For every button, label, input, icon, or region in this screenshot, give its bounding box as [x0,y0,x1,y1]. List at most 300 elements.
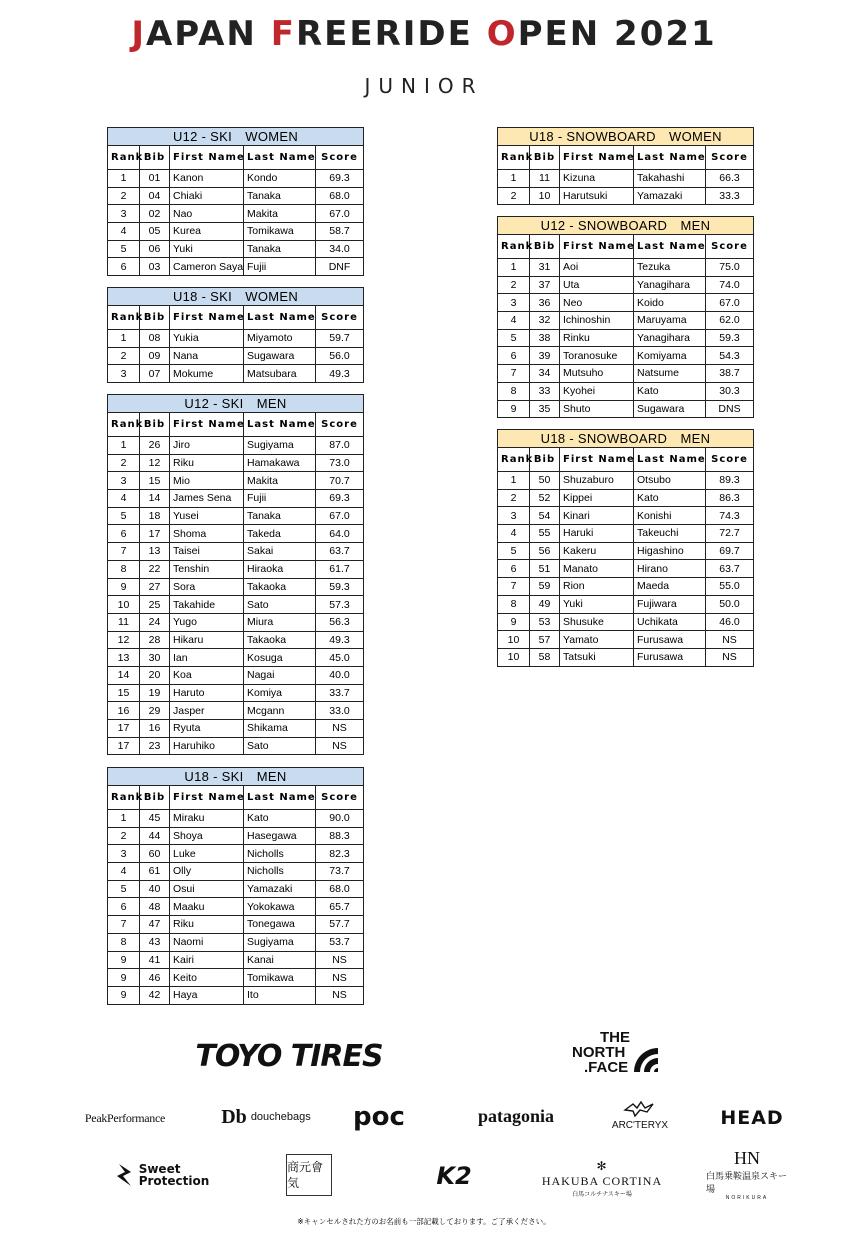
table-row [108,684,364,702]
score-cell: 40.0 [316,666,364,684]
title-part: J [131,14,146,54]
rank-cell: 9 [498,613,530,631]
patagonia-logo: patagonia [477,1105,555,1126]
first-name-cell: Jasper [170,702,244,720]
column-header: Last Name [244,306,316,330]
first-name-cell: Osui [170,880,244,898]
bib-cell: 22 [140,560,170,578]
rank-cell: 7 [108,543,140,561]
last-name-cell: Tomikawa [244,969,316,987]
rank-cell: 1 [108,330,140,348]
u18-ski-men-table [107,767,364,1005]
last-name-cell: Kato [634,382,706,400]
bib-cell: 60 [140,845,170,863]
douchebags-logo [221,1104,311,1130]
first-name-cell: Yuki [170,240,244,258]
last-name-cell: Nagai [244,666,316,684]
table-row [498,472,754,490]
svg-text:NORTH: NORTH [572,1044,626,1061]
column-header: Score [706,235,754,259]
rank-cell: 10 [498,631,530,649]
bib-cell: 03 [140,258,170,276]
score-cell: 65.7 [316,898,364,916]
first-name-cell: Rinku [560,329,634,347]
score-cell: 33.7 [316,684,364,702]
first-name-cell: Aoi [560,259,634,277]
rank-cell: 5 [498,329,530,347]
rank-cell: 13 [108,649,140,667]
first-name-cell: Shuto [560,400,634,418]
rank-cell: 6 [498,560,530,578]
table-row [498,170,754,188]
score-cell: 53.7 [316,933,364,951]
first-name-cell: Neo [560,294,634,312]
bib-cell: 26 [140,437,170,455]
table-row [108,649,364,667]
column-header: Last Name [244,146,316,170]
first-name-cell: Jiro [170,437,244,455]
column-header: Score [316,306,364,330]
rank-cell: 2 [498,489,530,507]
bib-cell: 24 [140,613,170,631]
first-name-cell: Ian [170,649,244,667]
bib-cell: 29 [140,702,170,720]
column-header: Last Name [634,235,706,259]
score-cell: 87.0 [316,437,364,455]
last-name-cell: Takaoka [244,631,316,649]
bib-cell: 04 [140,187,170,205]
rank-cell: 3 [108,205,140,223]
first-name-cell: Kakeru [560,542,634,560]
last-name-cell: Sugawara [634,400,706,418]
table-title: U18 - SNOWBOARD WOMEN [498,128,754,146]
rank-cell: 9 [108,951,140,969]
rank-cell: 1 [108,170,140,188]
last-name-cell: Hiraoka [244,560,316,578]
bib-cell: 38 [530,329,560,347]
bib-cell: 33 [530,382,560,400]
last-name-cell: Yamazaki [634,187,706,205]
score-cell: 69.3 [316,170,364,188]
column-header: Last Name [634,146,706,170]
last-name-cell: Miura [244,613,316,631]
table-row [498,648,754,666]
bib-cell: 58 [530,648,560,666]
bib-cell: 28 [140,631,170,649]
score-cell: 30.3 [706,382,754,400]
table-title: U12 - SKI WOMEN [108,128,364,146]
table-row [498,347,754,365]
last-name-cell: Takahashi [634,170,706,188]
rank-cell: 5 [108,880,140,898]
last-name-cell: Kosuga [244,649,316,667]
table-row [498,382,754,400]
last-name-cell: Fujii [244,258,316,276]
last-name-cell: Maruyama [634,312,706,330]
first-name-cell: Rion [560,578,634,596]
head-logo: HEAD [720,1107,784,1129]
score-cell: NS [706,648,754,666]
bib-cell: 46 [140,969,170,987]
column-header: Score [706,448,754,472]
score-cell: NS [706,631,754,649]
column-header-row [498,235,754,259]
rank-cell: 3 [498,507,530,525]
rank-cell: 2 [108,347,140,365]
page-title [0,14,848,54]
table-row [498,578,754,596]
table-row [108,631,364,649]
last-name-cell: Sugawara [244,347,316,365]
first-name-cell: Uta [560,276,634,294]
rank-cell: 7 [498,578,530,596]
table-row [498,365,754,383]
table-row [108,596,364,614]
last-name-cell: Nicholls [244,863,316,881]
column-header: Last Name [634,448,706,472]
column-header-row [108,413,364,437]
table-row [108,490,364,508]
first-name-cell: Riku [170,916,244,934]
title-part: O [486,14,518,54]
bib-cell: 52 [530,489,560,507]
last-name-cell: Tezuka [634,259,706,277]
rank-cell: 2 [108,827,140,845]
bib-cell: 06 [140,240,170,258]
last-name-cell: Matsubara [244,365,316,383]
table-row [108,702,364,720]
bib-cell: 54 [530,507,560,525]
table-row [108,258,364,276]
score-cell: DNS [706,400,754,418]
last-name-cell: Yanagihara [634,276,706,294]
cortina-wordmark: HAKUBA CORTINA [541,1173,663,1188]
bib-cell: 14 [140,490,170,508]
bib-cell: 53 [530,613,560,631]
toyo-tires-logo: TOYO TIRES [195,1038,383,1074]
table-row [108,454,364,472]
rank-cell: 5 [108,507,140,525]
bib-cell: 10 [530,187,560,205]
first-name-cell: Kinari [560,507,634,525]
first-name-cell: Miraku [170,810,244,828]
first-name-cell: Yamato [560,631,634,649]
column-header-row [108,306,364,330]
first-name-cell: Haya [170,986,244,1004]
rank-cell: 17 [108,737,140,755]
last-name-cell: Natsume [634,365,706,383]
column-header: Rank [498,235,530,259]
first-name-cell: Nana [170,347,244,365]
table-row [498,312,754,330]
first-name-cell: Shoma [170,525,244,543]
score-cell: 67.0 [316,205,364,223]
score-cell: 73.7 [316,863,364,881]
norikura-sub: NORIKURA [725,1194,769,1201]
bib-cell: 19 [140,684,170,702]
db-wordmark: douchebags [250,1111,311,1123]
table-row [108,472,364,490]
column-header-row [108,146,364,170]
column-header-row [108,786,364,810]
score-cell: 89.3 [706,472,754,490]
last-name-cell: Higashino [634,542,706,560]
last-name-cell: Takaoka [244,578,316,596]
score-cell: 56.3 [316,613,364,631]
title-part: PEN 2021 [517,14,717,54]
rank-cell: 10 [108,596,140,614]
score-cell: 74.3 [706,507,754,525]
first-name-cell: Shusuke [560,613,634,631]
last-name-cell: Shikama [244,720,316,738]
bib-cell: 18 [140,507,170,525]
score-cell: 67.0 [316,507,364,525]
svg-text:.FACE: .FACE [584,1059,629,1076]
norikura-name: 白馬乗鞍温泉スキー場 [706,1170,788,1194]
rank-cell: 1 [498,472,530,490]
column-header: First Name [560,146,634,170]
score-cell: 82.3 [316,845,364,863]
score-cell: 59.3 [706,329,754,347]
rank-cell: 4 [498,312,530,330]
bib-cell: 36 [530,294,560,312]
column-header: Score [316,786,364,810]
column-header: Score [316,413,364,437]
table-row [108,845,364,863]
column-header: Bib [140,306,170,330]
last-name-cell: Konishi [634,507,706,525]
last-name-cell: Mcgann [244,702,316,720]
column-header: Score [706,146,754,170]
table-row [108,437,364,455]
column-header: Rank [108,146,140,170]
score-cell: 56.0 [316,347,364,365]
column-header: First Name [170,306,244,330]
table-row [108,933,364,951]
column-header: First Name [170,146,244,170]
last-name-cell: Tanaka [244,187,316,205]
table-row [108,898,364,916]
rank-cell: 3 [108,845,140,863]
table-row [498,489,754,507]
first-name-cell: Maaku [170,898,244,916]
rank-cell: 9 [108,969,140,987]
rank-cell: 7 [108,916,140,934]
title-part: REERIDE [295,14,487,54]
first-name-cell: Haruto [170,684,244,702]
score-cell: 66.3 [706,170,754,188]
first-name-cell: Kairi [170,951,244,969]
peak-performance-logo: PeakPerformance [84,1110,166,1125]
first-name-cell: Keito [170,969,244,987]
score-cell: 34.0 [316,240,364,258]
u18-snowboard-women-table [497,127,754,205]
footer-note: ※キャンセルされた方のお名前も一部記載しております。ご了承ください。 [297,1217,551,1226]
bib-cell: 25 [140,596,170,614]
table-row [108,863,364,881]
column-header: Bib [530,146,560,170]
rank-cell: 16 [108,702,140,720]
bib-cell: 23 [140,737,170,755]
table-row [108,810,364,828]
rank-cell: 1 [108,437,140,455]
bib-cell: 49 [530,595,560,613]
table-title: U18 - SKI MEN [108,768,364,786]
score-cell: 69.7 [706,542,754,560]
first-name-cell: Shuzaburo [560,472,634,490]
k2-logo: K2 [436,1162,472,1190]
score-cell: 86.3 [706,489,754,507]
sweet-protection-icon [115,1162,135,1188]
title-part: APAN [145,14,271,54]
first-name-cell: Toranosuke [560,347,634,365]
bib-cell: 17 [140,525,170,543]
table-row [108,951,364,969]
score-cell: 72.7 [706,525,754,543]
score-cell: 33.0 [316,702,364,720]
bib-cell: 40 [140,880,170,898]
bib-cell: 05 [140,223,170,241]
table-row [498,294,754,312]
score-cell: 69.3 [316,490,364,508]
cortina-snowflake-icon: ✻ [596,1158,608,1173]
first-name-cell: Yukia [170,330,244,348]
table-title: U12 - SNOWBOARD MEN [498,217,754,235]
table-row [108,170,364,188]
column-header: Last Name [244,413,316,437]
score-cell: 59.3 [316,578,364,596]
bib-cell: 31 [530,259,560,277]
last-name-cell: Tanaka [244,507,316,525]
score-cell: 49.3 [316,631,364,649]
score-cell: 75.0 [706,259,754,277]
u12-ski-men-table [107,394,364,755]
score-cell: 50.0 [706,595,754,613]
first-name-cell: Sora [170,578,244,596]
first-name-cell: Chiaki [170,187,244,205]
bib-cell: 15 [140,472,170,490]
table-row [498,613,754,631]
hakuba-norikura-logo [706,1147,788,1201]
last-name-cell: Makita [244,472,316,490]
poc-logo: poc [353,1102,405,1132]
last-name-cell: Hirano [634,560,706,578]
table-title: U18 - SNOWBOARD MEN [498,430,754,448]
column-header: Rank [108,786,140,810]
score-cell: 61.7 [316,560,364,578]
table-row [108,986,364,1004]
table-row [108,560,364,578]
rank-cell: 4 [108,490,140,508]
rank-cell: 6 [108,525,140,543]
north-face-icon [570,1028,680,1078]
table-row [108,507,364,525]
score-cell: 59.7 [316,330,364,348]
first-name-cell: Haruki [560,525,634,543]
score-cell: 74.0 [706,276,754,294]
column-header: Rank [498,448,530,472]
bib-cell: 09 [140,347,170,365]
last-name-cell: Takeda [244,525,316,543]
last-name-cell: Koido [634,294,706,312]
last-name-cell: Tomikawa [244,223,316,241]
score-cell: 46.0 [706,613,754,631]
bib-cell: 45 [140,810,170,828]
score-cell: 62.0 [706,312,754,330]
u12-ski-women-table [107,127,364,276]
last-name-cell: Sugiyama [244,437,316,455]
score-cell: 68.0 [316,880,364,898]
rank-cell: 1 [498,170,530,188]
table-row [108,347,364,365]
column-header: Rank [108,306,140,330]
column-header: Bib [140,413,170,437]
last-name-cell: Kanai [244,951,316,969]
rank-cell: 8 [498,595,530,613]
table-row [108,969,364,987]
db-mark: Db [221,1105,247,1128]
table-row [498,400,754,418]
last-name-cell: Makita [244,205,316,223]
last-name-cell: Yanagihara [634,329,706,347]
last-name-cell: Kondo [244,170,316,188]
table-row [108,578,364,596]
column-header: First Name [560,235,634,259]
table-row [108,240,364,258]
the-north-face-logo [570,1028,680,1083]
rank-cell: 5 [108,240,140,258]
rank-cell: 9 [108,986,140,1004]
rank-cell: 2 [108,454,140,472]
score-cell: NS [316,969,364,987]
last-name-cell: Sato [244,737,316,755]
svg-text:THE: THE [600,1029,630,1046]
last-name-cell: Sugiyama [244,933,316,951]
bib-cell: 16 [140,720,170,738]
score-cell: 45.0 [316,649,364,667]
rank-cell: 1 [498,259,530,277]
first-name-cell: Shoya [170,827,244,845]
bib-cell: 42 [140,986,170,1004]
table-row [108,223,364,241]
score-cell: 63.7 [706,560,754,578]
rank-cell: 8 [108,560,140,578]
last-name-cell: Yamazaki [244,880,316,898]
table-row [498,507,754,525]
last-name-cell: Fujii [244,490,316,508]
score-cell: 90.0 [316,810,364,828]
score-cell: 57.3 [316,596,364,614]
bib-cell: 13 [140,543,170,561]
bib-cell: 02 [140,205,170,223]
bib-cell: 12 [140,454,170,472]
column-header: Bib [140,146,170,170]
bib-cell: 11 [530,170,560,188]
first-name-cell: Tatsuki [560,648,634,666]
bib-cell: 41 [140,951,170,969]
bib-cell: 20 [140,666,170,684]
column-header: Bib [140,786,170,810]
rank-cell: 9 [498,400,530,418]
first-name-cell: Kyohei [560,382,634,400]
column-header: First Name [170,413,244,437]
column-header: Rank [108,413,140,437]
table-row [108,720,364,738]
column-header-row [498,448,754,472]
first-name-cell: Riku [170,454,244,472]
bib-cell: 34 [530,365,560,383]
table-title: U12 - SKI MEN [108,395,364,413]
